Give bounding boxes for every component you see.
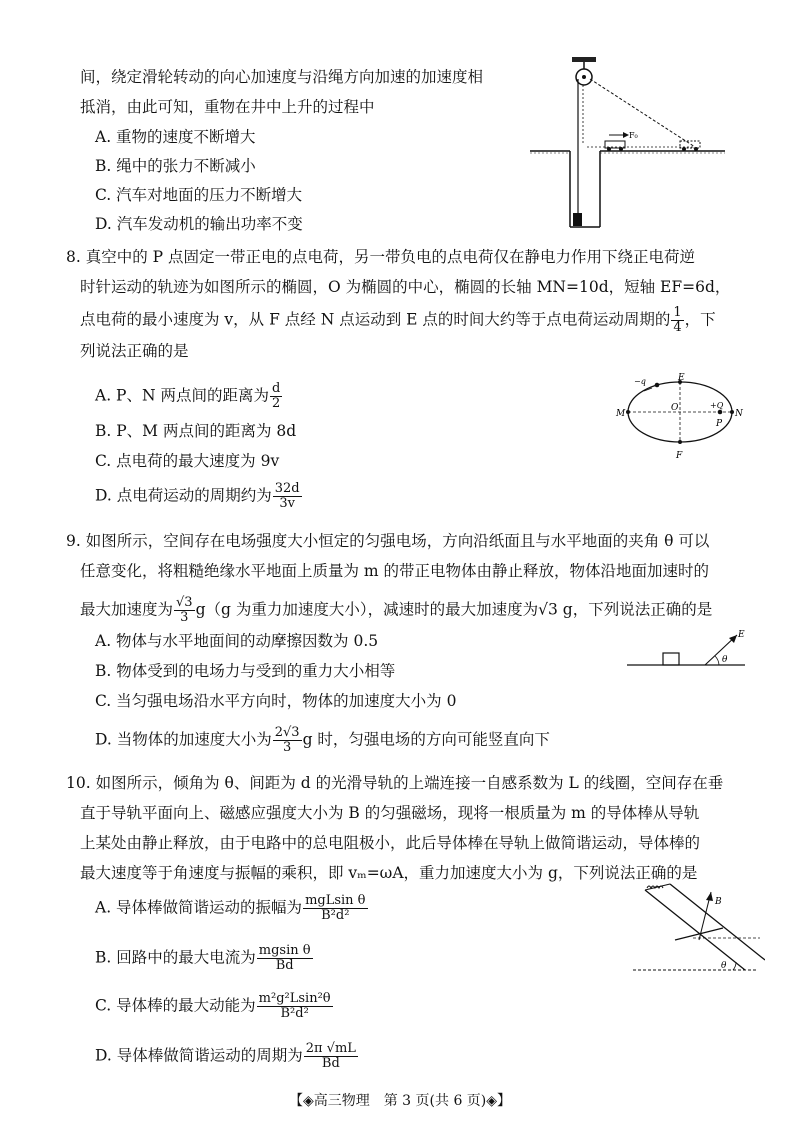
q7-option-d: D. 汽车发动机的输出功率不变 <box>95 215 303 233</box>
q8-fig-label-plus-q: +Q <box>710 401 724 410</box>
q10-inclined-rails-figure <box>625 882 765 977</box>
q8-fig-label-f: F <box>676 451 683 461</box>
q8-option-b: B. P、M 两点间的距离为 8d <box>95 422 297 440</box>
q7-fig-f0-label: F₀ <box>629 131 638 140</box>
q10-line4: 最大速度等于角速度与振幅的乘积，即 vₘ=ωA，重力加速度大小为 g，下列说法正确的是 <box>80 864 698 882</box>
q8-line3-text: 点电荷的最小速度为 v，从 F 点经 N 点运动到 E 点的时间大约等于点电荷运动周期的 <box>80 310 671 329</box>
q10-fig-label-b: B <box>715 897 722 907</box>
q7-line2: 抵消，由此可知，重物在井中上升的过程中 <box>80 98 375 116</box>
q10-option-b: B. 回路中的最大电流为 $\frac{\text{mgsin θ}}{Bd}$ <box>95 943 311 973</box>
q8-line4: 列说法正确的是 <box>80 342 189 360</box>
q8-option-a: A. P、N 两点间的距离为 $\frac{d}{2}$ <box>95 381 281 411</box>
q9-block-field-figure <box>625 625 755 675</box>
q10-option-c: C. 导体棒的最大动能为 $\frac{\text{m²g²Lsin²θ}}{\text{B²d²}}$ <box>95 991 331 1021</box>
q8-fig-label-n: N <box>735 409 743 419</box>
q8-ellipse-figure <box>612 372 752 462</box>
q10-line3: 上某处由静止释放，由于电路中的总电阻极小，此后导体棒在导轨上做简谐运动，导体棒的 <box>80 834 701 852</box>
q10-option-a: A. 导体棒做简谐运动的振幅为 $\frac{\text{mgLsin θ}}{\text{B²d²}}$ <box>95 893 366 923</box>
q8-fig-label-o: O <box>671 403 679 413</box>
q9-option-c: C. 当匀强电场沿水平方向时，物体的加速度大小为 0 <box>95 692 457 710</box>
q8-line3 <box>80 306 716 335</box>
q8-option-c: C. 点电荷的最大速度为 9v <box>95 452 280 470</box>
q10-fig-label-theta: θ <box>721 961 727 971</box>
q9-option-b: B. 物体受到的电场力与受到的重力大小相等 <box>95 662 396 680</box>
q8-fig-label-m: M <box>616 409 626 419</box>
q9-option-d: D. 当物体的加速度大小为 $\frac{2√3}{3}$ g 时，匀强电场的方向可能竖直向下 <box>95 725 550 755</box>
q8-fig-label-p: P <box>716 419 723 429</box>
q7-option-c: C. 汽车对地面的压力不断增大 <box>95 186 303 204</box>
q10-line1: 10. 如图所示，倾角为 θ、间距为 d 的光滑导轨的上端连接一自感系数为 L 的线圈，空间存在垂 <box>66 774 724 792</box>
q8-line2: 时针运动的轨迹为如图所示的椭圆，O 为椭圆的中心，椭圆的长轴 MN=10d，短轴 EF=6d， <box>80 278 731 296</box>
q8-line3-fraction: $\frac{1}{4}$ <box>673 305 682 335</box>
q7-well-pulley-figure <box>525 55 730 235</box>
q9-line1: 9. 如图所示，空间存在电场强度大小恒定的匀强电场，方向沿纸面且与水平地面的夹角 θ 可以 <box>66 532 710 550</box>
q7-option-b: B. 绳中的张力不断减小 <box>95 157 256 175</box>
q9-fig-label-e: E <box>738 630 745 640</box>
q8-fig-label-minus-q: −q <box>634 377 646 386</box>
q9-fig-label-theta: θ <box>722 655 728 665</box>
q8-fig-label-e: E <box>678 373 685 383</box>
q9-line2: 任意变化，将粗糙绝缘水平地面上质量为 m 的带正电物体由静止释放，物体沿地面加速时的 <box>80 562 710 580</box>
q7-option-a: A. 重物的速度不断增大 <box>95 128 256 146</box>
q8-line1: 8. 真空中的 P 点固定一带正电的点电荷，另一带负电的点电荷仅在静电力作用下绕正电荷逆 <box>66 248 696 266</box>
q8-line3-tail: ，下 <box>684 310 716 329</box>
q9-option-a: A. 物体与水平地面间的动摩擦因数为 0.5 <box>95 632 379 650</box>
q7-line1: 间，绕定滑轮转动的向心加速度与沿绳方向加速的加速度相 <box>80 68 484 86</box>
q8-option-d: D. 点电荷运动的周期约为 $\frac{32d}{3v}$ <box>95 481 300 511</box>
q10-line2: 直于导轨平面向上、磁感应强度大小为 B 的匀强磁场，现将一根质量为 m 的导体棒从导轨 <box>80 804 700 822</box>
q9-line3: 最大加速度为 $\frac{√3}{3}$ g（g 为重力加速度大小），减速时的最大加速度为√3 g，下列说法正确的是 <box>80 595 713 625</box>
page-footer: 【◈高三物理 第 3 页(共 6 页)◈】 <box>288 1093 512 1109</box>
q10-option-d: D. 导体棒做简谐运动的周期为 $\frac{2\pi √mL}{Bd}$ <box>95 1041 356 1071</box>
